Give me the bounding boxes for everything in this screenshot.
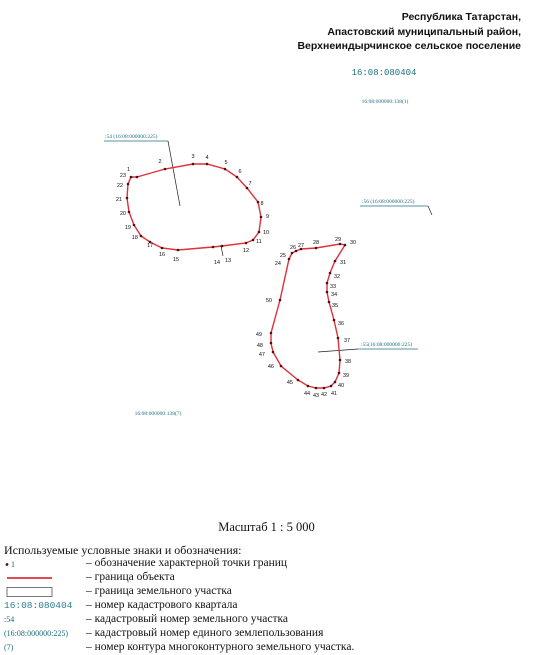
boundary-point-15: [177, 249, 180, 252]
boundary-point-label-45: 45: [286, 380, 293, 386]
point-13-14-leader: [221, 246, 223, 256]
boundary-point-label-47: 47: [258, 352, 265, 358]
boundary-point-8: [257, 201, 260, 204]
boundary-point-11: [252, 239, 255, 242]
boundary-point-35: [328, 301, 331, 304]
legend-item-quarter: [4, 599, 533, 613]
boundary-point-39: [338, 372, 341, 375]
boundary-point-33: [326, 282, 329, 285]
boundary-point-label-9: 9: [266, 214, 270, 220]
boundary-point-label-38: 38: [345, 359, 352, 365]
legend-point-number: 1: [11, 560, 15, 569]
legend-symbol-single-land-use: (16:08:000000:225): [4, 629, 68, 638]
legend-symbol-red-line: [4, 571, 84, 585]
boundary-point-1: [136, 176, 139, 179]
legend-text-parcel-boundary: – граница земельного участка: [86, 585, 232, 597]
multicontour-label-bottom-left: 16:08:000000:138(7): [134, 411, 182, 417]
object-boundary-contour-1: [124, 164, 264, 250]
legend-symbol-contour-number: (7): [4, 643, 14, 652]
boundary-point-22: [127, 183, 130, 186]
boundary-point-label-34: 34: [331, 292, 338, 298]
boundary-point-label-48: 48: [256, 343, 263, 349]
parcel-54-leader: [168, 141, 180, 206]
parcel-54-label: :54 (16:08:000000:225): [105, 134, 158, 140]
boundary-point-41: [330, 385, 333, 388]
boundary-point-29: [339, 243, 342, 246]
header-district: Апастовский муниципальный район,: [327, 25, 521, 38]
boundary-point-12: [245, 242, 248, 245]
boundary-point-label-10: 10: [263, 230, 270, 236]
boundary-point-label-8: 8: [260, 201, 264, 207]
legend-item-parcel-boundary: [4, 585, 533, 599]
boundary-point-label-16: 16: [158, 252, 166, 258]
boundary-point-label-46: 46: [267, 364, 274, 370]
legend-title: Используемые условные знаки и обозначения:: [4, 543, 242, 557]
boundary-point-label-32: 32: [334, 274, 341, 280]
boundary-point-label-3: 3: [191, 154, 195, 160]
boundary-point-16: [161, 247, 164, 250]
boundary-point-label-37: 37: [344, 338, 351, 344]
boundary-point-49: [270, 332, 273, 335]
boundary-point-28: [315, 247, 318, 250]
boundary-point-label-50: 50: [265, 298, 272, 304]
header-settlement: Верхнеиндырчинское сельское поселение: [297, 40, 521, 52]
boundary-point-50: [279, 299, 282, 302]
boundary-point-label-11: 11: [256, 239, 262, 245]
legend-text-single-land-use: – кадастровый номер единого землепользования: [86, 627, 324, 639]
contour-2-points: [256, 237, 356, 399]
boundary-point-36: [333, 319, 336, 322]
boundary-point-label-29: 29: [334, 237, 342, 243]
boundary-point-label-44: 44: [303, 391, 311, 397]
boundary-point-18: [140, 235, 143, 238]
boundary-point-3: [192, 163, 195, 166]
boundary-point-label-31: 31: [340, 260, 347, 266]
boundary-point-label-4: 4: [205, 155, 209, 161]
legend-text-object-boundary: – граница объекта: [86, 571, 175, 583]
boundary-point-48: [270, 342, 273, 345]
legend-item-single-land-use: [4, 627, 533, 641]
boundary-point-30: [344, 244, 347, 247]
parcel-55-label: :55(16:08:000000:225): [361, 342, 413, 348]
boundary-point-2: [164, 168, 167, 171]
parcel-56-leader: [428, 206, 432, 215]
boundary-point-14: [212, 246, 215, 249]
legend-symbol-quarter: 16:08:080404: [4, 600, 73, 611]
boundary-point-label-21: 21: [115, 197, 122, 203]
boundary-point-label-26: 26: [289, 245, 297, 251]
boundary-point-label-18: 18: [131, 235, 138, 241]
header-republic: Республика Татарстан,: [401, 11, 521, 23]
boundary-point-label-23: 23: [119, 173, 126, 179]
boundary-point-24: [288, 258, 291, 261]
boundary-point-label-36: 36: [338, 321, 345, 327]
legend-item-contour-number: [4, 641, 533, 655]
boundary-point-40: [334, 381, 337, 384]
legend-item-parcel-number: [4, 613, 533, 627]
boundary-point-label-28: 28: [312, 240, 320, 246]
boundary-point-label-41: 41: [330, 391, 338, 397]
legend-symbol-parcel-number: :54: [4, 615, 15, 624]
boundary-point-45: [297, 379, 300, 382]
boundary-point-21: [126, 197, 129, 200]
boundary-point-label-42: 42: [320, 392, 328, 398]
boundary-point-label-5: 5: [224, 160, 228, 166]
map-scale: Масштаб 1 : 5 000: [218, 520, 315, 534]
legend-item-point: [4, 557, 533, 571]
boundary-point-label-43: 43: [312, 393, 320, 399]
boundary-point-label-39: 39: [343, 373, 350, 379]
boundary-point-label-33: 33: [330, 284, 337, 290]
boundary-point-label-25: 25: [279, 253, 286, 259]
boundary-point-32: [329, 272, 332, 275]
boundary-point-label-1: 1: [126, 167, 130, 173]
boundary-point-42: [323, 387, 326, 390]
boundary-point-label-13: 13: [224, 258, 232, 264]
boundary-point-label-35: 35: [332, 303, 339, 309]
boundary-point-34: [326, 291, 329, 294]
boundary-point-7: [246, 187, 249, 190]
boundary-point-38: [339, 359, 342, 362]
boundary-point-label-7: 7: [248, 181, 252, 187]
boundary-point-37: [337, 337, 340, 340]
boundary-point-20: [128, 211, 131, 214]
boundary-point-46: [280, 365, 283, 368]
legend-text-point: – обозначение характерной точки границ: [86, 557, 288, 569]
boundary-point-label-6: 6: [238, 169, 242, 175]
boundary-point-label-22: 22: [116, 183, 123, 189]
parcel-55-leader: [318, 349, 358, 352]
boundary-point-label-19: 19: [124, 225, 131, 231]
quarter-number-label: 16:08:080404: [351, 68, 417, 78]
legend-text-quarter: – номер кадастрового квартала: [86, 599, 238, 611]
boundary-point-label-24: 24: [274, 261, 281, 267]
boundary-point-label-49: 49: [255, 332, 262, 338]
boundary-point-label-14: 14: [213, 260, 221, 266]
multicontour-label-top-right: 16:08:000000:138(1): [361, 99, 409, 105]
boundary-point-23: [130, 176, 133, 179]
boundary-point-label-17: 17: [146, 243, 154, 249]
legend-symbol-point: [4, 557, 84, 571]
legend-text-parcel-number: – кадастровый номер земельного участка: [86, 613, 289, 625]
boundary-point-label-15: 15: [172, 257, 180, 263]
boundary-point-47: [272, 351, 275, 354]
boundary-point-label-40: 40: [338, 383, 345, 389]
boundary-point-label-2: 2: [158, 159, 162, 165]
boundary-point-31: [334, 260, 337, 263]
boundary-point-6: [236, 176, 239, 179]
legend-text-contour-number: – номер контура многоконтурного земельного участка.: [86, 641, 355, 653]
boundary-point-9: [260, 216, 263, 219]
boundary-point-10: [258, 231, 261, 234]
parcel-56-label: :56 (16:08:000000:225): [362, 199, 415, 205]
legend-item-object-boundary: [4, 571, 533, 585]
boundary-point-4: [206, 163, 209, 166]
boundary-point-5: [224, 168, 227, 171]
boundary-point-label-12: 12: [242, 248, 250, 254]
boundary-point-44: [307, 385, 310, 388]
boundary-point-label-30: 30: [350, 240, 357, 246]
boundary-point-label-20: 20: [119, 211, 126, 217]
boundary-point-label-27: 27: [297, 243, 305, 249]
boundary-point-43: [315, 387, 318, 390]
boundary-point-19: [133, 224, 136, 227]
boundary-point-25: [291, 252, 294, 255]
boundary-point-13: [221, 245, 224, 248]
legend-symbol-box: [4, 585, 84, 599]
